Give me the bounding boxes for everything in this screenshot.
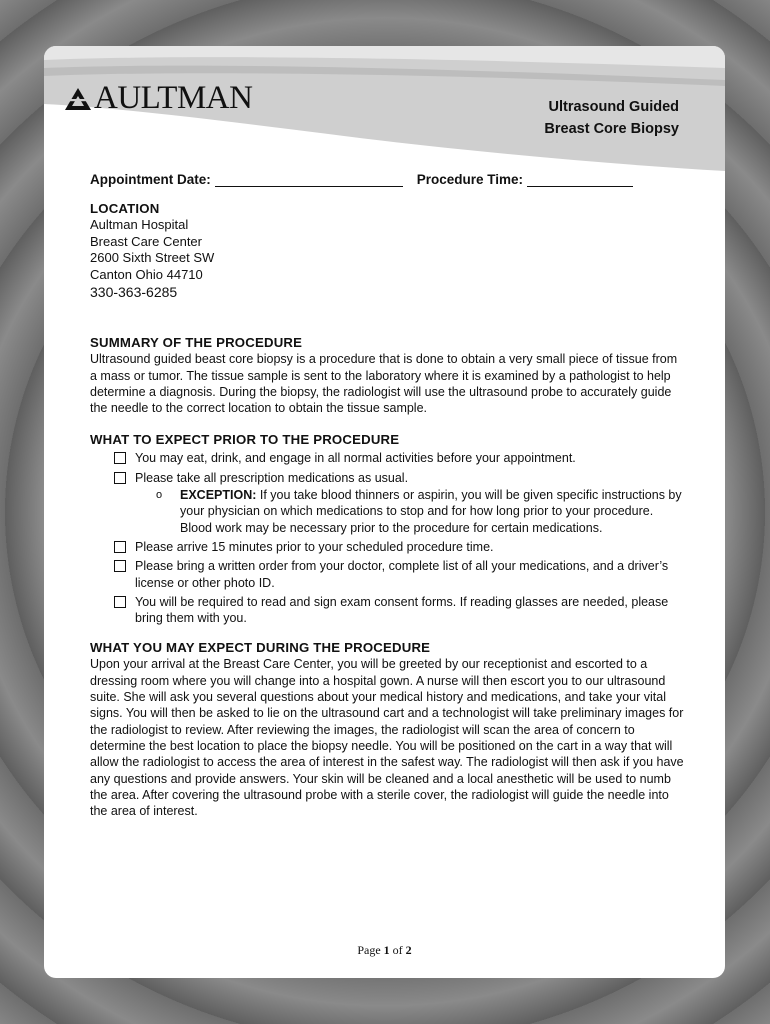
page-word: Page (357, 943, 381, 957)
exception-note (135, 487, 685, 536)
procedure-time-blank (527, 172, 633, 187)
page-number: 1 (383, 943, 390, 957)
sub-bullet: o (156, 489, 163, 502)
checklist-item-text: Please bring a written order from your doctor, complete list of all your medications, and a driver’s license or other photo ID. (135, 559, 669, 590)
aultman-logo (64, 82, 252, 115)
during-text: Upon your arrival at the Breast Care Center, you will be greeted by our receptionist and escorted to a dressing room where you will change into a hospital gown. A nurse will then escort you to our ultrasound suite. She will ask you several questions about your medical history and medications, and take your vital signs. You will then be asked to lie on the ultrasound cart and a technologist will take preliminary images for the radiologist to review. After reviewing the images, the radiologist will scan the area of concern to determine the best location to place the biopsy needle. You will be positioned on the cart in a way that will allow the radiologist to access the area of interest in the safest way. The radiologist will then ask if you have any questions and provide answers. Your skin will be cleaned and a local anesthetic will be used to numb the area. After covering the ultrasound probe with a sterile cover, the radiologist will guide the needle into the area of interest. (90, 657, 684, 819)
exception-label: EXCEPTION: (180, 488, 257, 503)
checklist-item-text: Please arrive 15 minutes prior to your scheduled procedure time. (135, 539, 494, 554)
location-phone: 330-363-6285 (90, 284, 178, 301)
location-line: Aultman Hospital (90, 217, 189, 233)
appointment-date-label: Appointment Date: (90, 172, 211, 187)
summary-text: Ultrasound guided beast core biopsy is a procedure that is done to obtain a very small piece of tissue from a mass or tumor. The tissue sample is sent to the laboratory where it is examined by a pathologist to help determine a diagnosis. During the biopsy, the radiologist will use the ultrasound probe to accurately guide the needle to the correct location to obtain the tissue sample. (90, 352, 678, 416)
title-line-2: Breast Core Biopsy (544, 121, 679, 137)
location-line: Breast Care Center (90, 233, 202, 249)
appointment-date-blank (215, 172, 403, 187)
prior-checklist (114, 450, 685, 626)
document-title (544, 96, 679, 140)
checkbox-icon (114, 596, 126, 608)
prior-section (90, 431, 685, 626)
of-word: of (392, 943, 403, 957)
location-line: 2600 Sixth Street SW (90, 250, 215, 266)
checklist-item-text: You will be required to read and sign exam consent forms. If reading glasses are needed, please bring them with you. (135, 594, 669, 626)
appointment-row (90, 172, 685, 188)
summary-heading: SUMMARY OF THE PROCEDURE (90, 335, 303, 351)
checklist-item (114, 470, 685, 536)
during-heading: WHAT YOU MAY EXPECT DURING THE PROCEDURE (90, 640, 431, 656)
title-line-1: Ultrasound Guided (548, 99, 679, 115)
checklist-item-text: Please take all prescription medications as usual. (135, 470, 409, 485)
checkbox-icon (114, 541, 126, 553)
logo-text: AULTMAN (94, 80, 253, 116)
prior-heading: WHAT TO EXPECT PRIOR TO THE PROCEDURE (90, 432, 400, 448)
checklist-item (114, 594, 685, 627)
location-line: Canton Ohio 44710 (90, 266, 203, 282)
page-footer (44, 943, 725, 958)
procedure-time-label: Procedure Time: (416, 172, 524, 187)
checklist-item (114, 539, 685, 555)
exception-text: If you take blood thinners or aspirin, you will be given specific instructions by your physician on which medications to stop and for how long prior to your procedure. Blood work may be necessary prior to the procedure for certain medications. (180, 488, 682, 535)
checkbox-icon (114, 472, 126, 484)
checkbox-icon (114, 452, 126, 464)
summary-section (90, 334, 685, 416)
page-total: 2 (405, 943, 412, 957)
checklist-item (114, 558, 685, 591)
location-section (90, 200, 685, 301)
checkbox-icon (114, 560, 126, 572)
during-section (90, 639, 685, 819)
checklist-item-text: You may eat, drink, and engage in all normal activities before your appointment. (135, 451, 576, 466)
location-heading: LOCATION (90, 201, 160, 217)
checklist-item (114, 450, 685, 466)
document-content (90, 172, 685, 819)
document-page (44, 46, 725, 978)
logo-triangle-icon (64, 87, 92, 111)
